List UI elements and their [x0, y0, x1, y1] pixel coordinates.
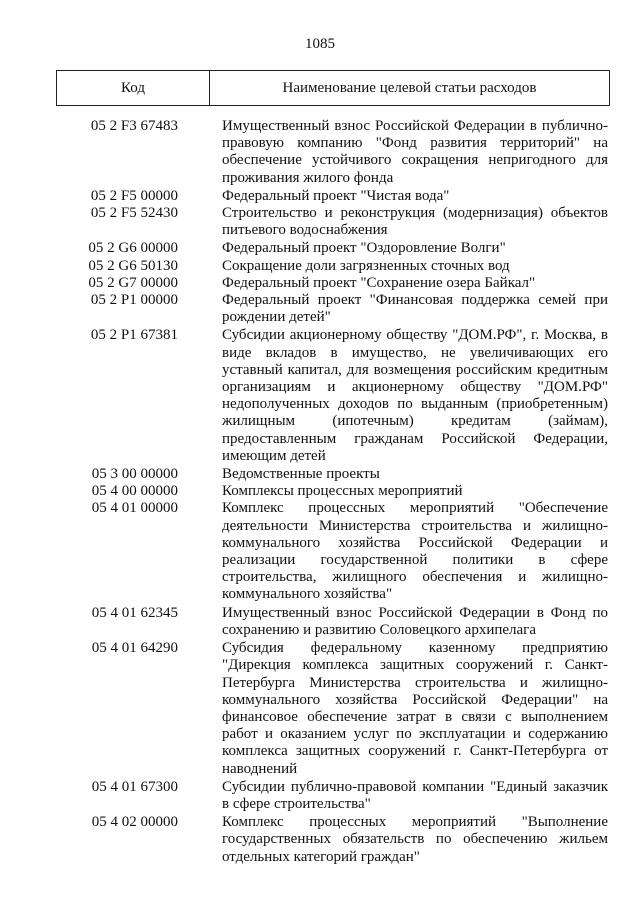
row-code: 05 3 00 00000: [91, 466, 178, 483]
row-code: 05 4 01 64290: [91, 640, 178, 657]
row-description: Сокращение доли загрязненных сточных вод: [222, 257, 510, 274]
table-row: [0, 466, 640, 483]
row-code: 05 4 01 00000: [91, 500, 178, 517]
row-description: Субсидия федеральному казенному предприятию "Дирекция комплекса защитных сооружений г. Санкт-Петербурга Министерства строительства и жилищно-коммунального хозяйства Российской Федерации" на финансовое обеспечение затрат в связи с выполнением работ и оказанием услуг по эксплуатации и содержанию комплекса защитных сооружений г. Санкт-Петербурга от наводнений: [222, 640, 608, 777]
row-code: 05 2 P1 67381: [90, 327, 178, 344]
table-row: [0, 779, 640, 813]
table-row: [0, 483, 640, 500]
table-row: [0, 258, 640, 275]
table-row: [0, 118, 640, 187]
page-number: 1085: [305, 36, 335, 52]
row-description: Имущественный взнос Российской Федерации в Фонд по сохранению и развитию Соловецкого архипелага: [222, 604, 608, 638]
row-description: Комплексы процессных мероприятий: [222, 483, 463, 500]
row-code: 05 2 G6 50130: [88, 257, 178, 274]
row-code: 05 2 F5 52430: [90, 205, 178, 222]
column-header-name: Наименование целевой статьи расходов: [282, 79, 537, 96]
row-code: 05 2 F3 67483: [90, 118, 178, 134]
row-description: Субсидии акционерному обществу "ДОМ.РФ", г. Москва, в виде вкладов в имущество, не увеличивающих его уставный капитал, для возмещения российским кредитным организациям и акционерному обществу "ДОМ.РФ" недополученных доходов по выданным (приобретенным) жилищным (ипотечным) кредитам (займам), предоставленным гражданам Российской Федерации, имеющим детей: [222, 327, 608, 464]
row-description: Имущественный взнос Российской Федерации в публично-правовую компанию "Фонд развития территорий" на обеспечение устойчивого сокращения непригодного для проживания жилого фонда: [222, 118, 608, 186]
row-description: Субсидии публично-правовой компании "Единый заказчик в сфере строительства": [222, 778, 608, 812]
table-row: [0, 275, 640, 292]
row-description: Строительство и реконструкция (модернизация) объектов питьевого водоснабжения: [222, 205, 608, 239]
row-description: Федеральный проект "Финансовая поддержка семей при рождении детей": [222, 292, 608, 326]
table-row: [0, 188, 640, 205]
table-row: [0, 814, 640, 866]
column-header-code: Код: [57, 71, 210, 105]
row-code: 05 2 F5 00000: [90, 187, 178, 204]
row-code: 05 4 01 62345: [91, 604, 178, 621]
table-row: [0, 500, 640, 603]
table-row: [0, 240, 640, 257]
table-row: [0, 205, 640, 239]
row-code: 05 4 01 67300: [91, 778, 178, 795]
table-row: [0, 327, 640, 465]
table-body: [0, 118, 640, 866]
row-code: 05 2 P1 00000: [90, 292, 178, 309]
row-description: Федеральный проект "Чистая вода": [222, 187, 450, 204]
table-header: [56, 70, 610, 106]
row-code: 05 2 G6 00000: [88, 240, 178, 257]
row-description: Комплекс процессных мероприятий "Выполнение государственных обязательств по обеспечению жильем отдельных категорий граждан": [222, 814, 608, 865]
row-code: 05 4 00 00000: [91, 483, 178, 500]
table-row: [0, 605, 640, 639]
row-code: 05 2 G7 00000: [88, 274, 178, 291]
row-description: Ведомственные проекты: [222, 466, 380, 483]
row-code: 05 4 02 00000: [91, 814, 178, 831]
row-description: Федеральный проект "Оздоровление Волги": [222, 240, 506, 257]
table-row: [0, 292, 640, 326]
table-row: [0, 640, 640, 778]
row-description: Федеральный проект "Сохранение озера Байкал": [222, 274, 536, 291]
row-description: Комплекс процессных мероприятий "Обеспечение деятельности Министерства строительства и жилищно-коммунального хозяйства Российской Федерации и реализации государственной политики в сфере строительства, жилищного обеспечения и жилищно-коммунального хозяйства": [222, 500, 608, 603]
